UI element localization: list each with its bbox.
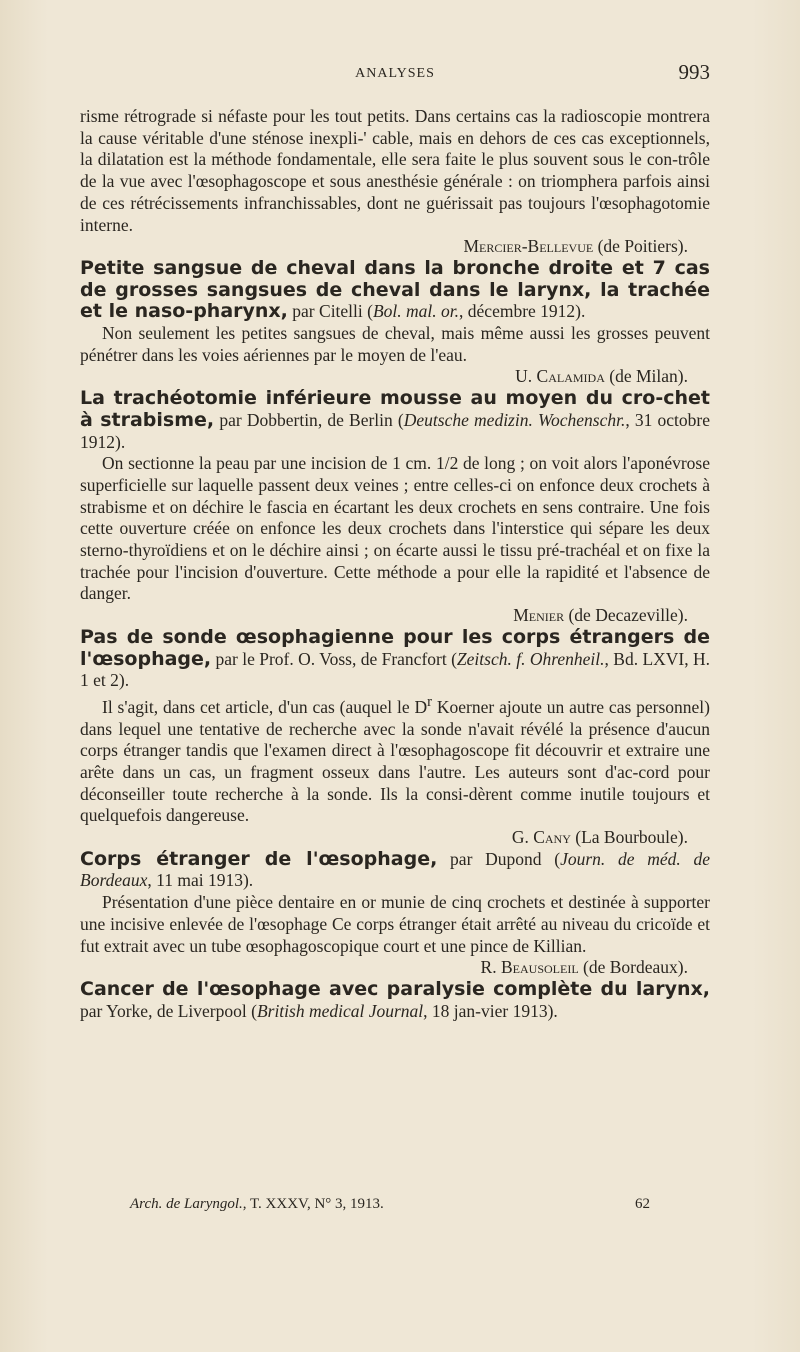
signature-author: Cany — [533, 827, 571, 848]
signature-author: Beausoleil — [500, 957, 579, 978]
article-par: par — [292, 301, 315, 322]
page-body — [80, 106, 710, 1022]
signature-initial: G. — [511, 827, 529, 848]
signature-place: (de Bordeaux). — [583, 957, 688, 978]
article-par: par — [80, 1000, 103, 1021]
signature-line — [80, 366, 710, 388]
article-body: On sectionne la peau par une incision de 1 cm. 1/2 de long ; on voit alors l'aponévrose superficielle sur laquelle passent deux veines ; entre celles-ci on enfonce deux crochets à strabisme et on déchire le fascia en écartant les deux crochets en sens contraire. Une fois cette ouverture créée on enfonce les deux crochets dans l'interstice qui sépare les deux sterno-thyroïdiens et on le déchire ainsi ; on écarte aussi le tissu pré-trachéal et on fixe la trachée pour l'incision d'ouverture. Cette méthode a pour elle la rapidité et l'absence de danger. — [80, 453, 710, 604]
article-ref-rest: , 18 jan-vier 1913). — [423, 1000, 558, 1021]
article-ref-rest: , 11 mai 1913). — [147, 870, 254, 891]
article-heading — [80, 258, 710, 323]
article-heading — [80, 849, 710, 892]
article-title: La trachéotomie inférieure mousse au moyen du cro-chet à strabisme, — [80, 387, 710, 431]
article-heading — [80, 979, 710, 1022]
article-par: par — [219, 409, 242, 430]
article-ref-journal: Bol. mal. or. — [372, 301, 460, 322]
footer-signature-mark: 62 — [635, 1196, 650, 1212]
signature-author: Mercier-Bellevue — [463, 236, 594, 257]
page-header — [80, 60, 710, 90]
running-title: ANALYSES — [355, 66, 435, 81]
article-body — [80, 692, 710, 827]
article-title: Pas de sonde œsophagienne pour les corps étrangers de l'œsophage, — [80, 625, 710, 670]
signature-place: (de Poitiers). — [597, 236, 688, 257]
page-footer — [80, 1196, 710, 1220]
continued-paragraph: risme rétrograde si néfaste pour les tout petits. Dans certains cas la radioscopie montrera la cause véritable d'une sténose inexpli-' cable, mais en dehors de ces cas exceptionnels, la dilatation est la méthode fondamentale, elle sera faite le plus souvent sous le con-trôle de la vue avec l'œsophagoscope et sous anesthésie générale : on triomphera parfois ainsi de ces rétrécissements infranchissables, dont ne guérissait pas toujours l'œsophagotomie interne. — [80, 106, 710, 235]
article-heading — [80, 388, 710, 453]
article-heading — [80, 627, 710, 692]
signature-initial: R. — [480, 957, 497, 978]
signature-line — [80, 605, 710, 627]
superscript: r — [427, 693, 433, 710]
footer-journal: Arch. de Laryngol. — [130, 1196, 243, 1212]
signature-author: Menier — [513, 605, 565, 626]
article-ref-pre: , de Liverpool ( — [148, 1000, 257, 1021]
article-ref-journal: Deutsche medizin. Wochenschr. — [403, 409, 626, 430]
article-ref-pre: par le Prof. O. Voss, de Francfort ( — [215, 648, 457, 669]
article-ref-rest: , Bd. LXVI, H. 1 et 2). — [80, 648, 711, 691]
signature-place: (de Decazeville). — [568, 605, 688, 626]
article-ref-pre: , de Berlin ( — [317, 409, 404, 430]
signature-author: Calamida — [536, 366, 605, 387]
article-title: Petite sangsue de cheval dans la bronche droite et 7 cas de grosses sangsues de cheval dans le larynx, la trachée et le naso-pharynx, — [80, 256, 710, 323]
article-author: Yorke — [106, 1000, 149, 1021]
article-body-post: Koerner ajoute un autre cas personnel) dans lequel une tentative de recherche avec la sonde n'avait révélé la présence d'aucun corps étranger tandis que l'examen direct à l'œsophagoscope fit découvrir et extraire une arête dans un cas, un fragment osseux dans l'autre. Les auteurs sont d'ac-cord pour déconseiller toute recherche à la sonde. Ils la consi-dèrent comme inutile toujours et quelquefois dangereuse. — [80, 696, 710, 826]
article-author: Dobbertin — [246, 409, 318, 430]
signature-line — [80, 827, 710, 849]
article-ref-journal: British medical Journal — [256, 1000, 424, 1021]
footer-citation — [130, 1196, 384, 1213]
page-number: 993 — [678, 60, 710, 84]
signature-place: (La Bourboule). — [575, 827, 688, 848]
article-ref-journal: Journ. de méd. de Bordeaux — [80, 848, 710, 891]
article-ref-rest: , décembre 1912). — [459, 301, 586, 322]
article-ref-journal: Zeitsch. f. Ohrenheil. — [456, 648, 605, 669]
article-body: Non seulement les petites sangsues de cheval, mais même aussi les grosses peuvent pénétrer dans les voies aériennes par le moyen de l'eau. — [80, 323, 710, 365]
footer-volume: , T. XXXV, N° 3, 1913. — [242, 1196, 384, 1212]
article-body: Présentation d'une pièce dentaire en or munie de cinq crochets et destinée à supporter une incisive enlevée de l'œsophage Ce corps étranger était arrêté au niveau du cricoïde et fut extrait avec un tube œsophagoscopique court et une pince de Killian. — [80, 892, 710, 956]
article-par: par — [450, 848, 473, 869]
article-ref-open: ( — [367, 301, 373, 322]
signature-line — [80, 236, 710, 258]
article-ref-rest: , 31 octobre 1912). — [80, 409, 711, 452]
signature-initial: U. — [515, 366, 533, 387]
article-title: Cancer de l'œsophage avec paralysie complète du larynx, — [80, 977, 710, 1000]
article-author: Citelli — [319, 301, 363, 322]
article-body-pre: Il s'agit, dans cet article, d'un cas (auquel le D — [102, 696, 428, 717]
signature-place: (de Milan). — [609, 366, 688, 387]
article-ref-open: ( — [554, 848, 561, 869]
signature-line — [80, 957, 710, 979]
article-title: Corps étranger de l'œsophage, — [80, 847, 438, 870]
article-author: Dupond — [485, 848, 542, 869]
